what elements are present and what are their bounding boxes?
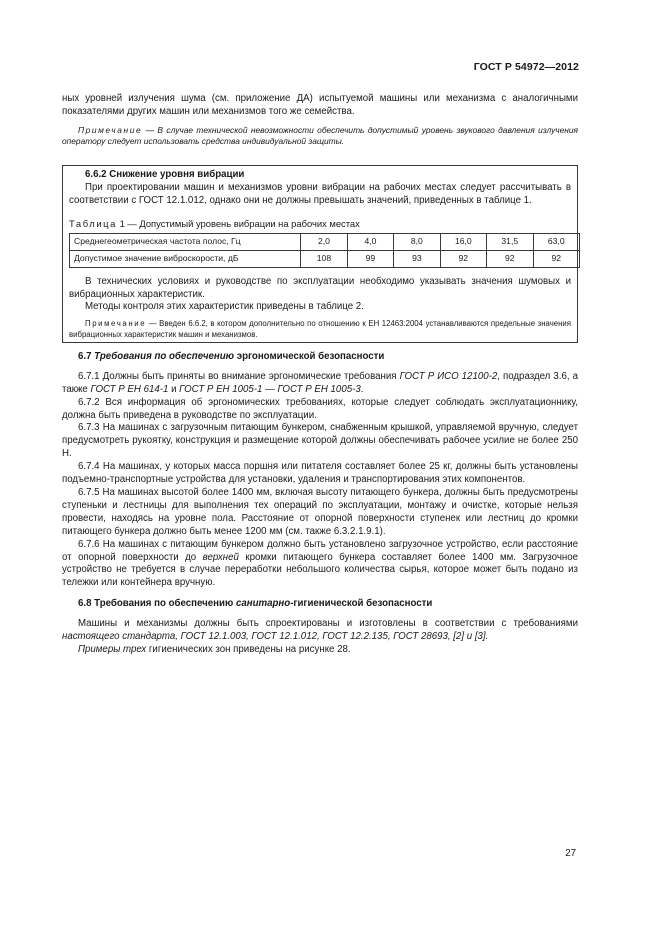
title-part: Требования по обеспечению bbox=[94, 350, 235, 362]
table-cell: 8,0 bbox=[394, 233, 440, 250]
table-label: Таблица bbox=[69, 217, 117, 229]
paragraph-6-7-5: 6.7.5 На машинах высотой более 1400 мм, включая высоту питающего бункера, должны быть предусмотрены ступеньки и лестницы для выполнения тех операций по эксплуатации, монтажу и очистке, которые нельзя провести, находясь на уровне пола. Расстояние от опорной поверхности ступенек или лестниц до кромки питающего бункера должно быть менее 1200 мм (см. также 6.3.2.1.9.1). bbox=[62, 487, 578, 537]
table-caption bbox=[69, 218, 571, 231]
table-cell: Допустимое значение виброскорости, дБ bbox=[70, 250, 301, 267]
table-cell: 31,5 bbox=[487, 233, 533, 250]
section-6-6-2-box bbox=[62, 165, 578, 343]
paragraph: В технических условиях и руководстве по эксплуатации необходимо указывать значения шумовых и вибрационных характеристик. bbox=[69, 275, 571, 300]
table-cell: 108 bbox=[301, 250, 347, 267]
text-part: ГОСТ Р ЕН 614-1 bbox=[90, 383, 169, 395]
text-part: 6.7.6 На машинах с питающим бункером должно быть установлено загрузочное устройство, если расстояние от опорной поверхности до bbox=[62, 538, 578, 563]
text-part: Машины и механизмы должны быть спроектированы и изготовлены в соответствии с требованиями bbox=[78, 618, 578, 630]
paragraph-6-8-2 bbox=[62, 644, 578, 657]
title-part: эргономической безопасности bbox=[234, 350, 385, 362]
table-cell: 92 bbox=[440, 250, 486, 267]
text-part: кромки питающего бункера составляет более 1400 мм. Загрузочное устройство не требуется в случае переработки небольшого количества сырья, которое может быть подано из тележки или контейнера вручную. bbox=[62, 551, 578, 589]
text-part: 6.7.1 Должны быть приняты во внимание эргономические требования bbox=[78, 370, 400, 382]
note-text: — Введен 6.6.2, в котором дополнительно по отношению к ЕН 12463:2004 устанавливаются предельные значения вибрационных характеристик машин и механизмов. bbox=[69, 319, 571, 339]
table-cell: Среднегеометрическая частота полос, Гц bbox=[70, 233, 301, 250]
table-cell: 93 bbox=[394, 250, 440, 267]
text-part: и bbox=[168, 383, 180, 395]
text-part: , подраздел 3.6, а также bbox=[62, 370, 578, 395]
page-content bbox=[62, 93, 578, 657]
table-cell: 99 bbox=[347, 250, 393, 267]
page-number: 27 bbox=[565, 848, 576, 859]
table-row bbox=[70, 233, 580, 250]
vibration-table bbox=[69, 233, 580, 268]
section-note bbox=[69, 319, 571, 340]
title-part: санитарно bbox=[235, 598, 291, 610]
text-part: ГОСТ Р ИСО 12100-2 bbox=[399, 370, 498, 382]
note-label: Примечание bbox=[85, 319, 147, 329]
paragraph-6-8-1 bbox=[62, 618, 578, 644]
section-6-8-title bbox=[78, 598, 578, 611]
table-cell: 63,0 bbox=[533, 233, 580, 250]
paragraph-6-7-1 bbox=[62, 371, 578, 397]
table-cell: 2,0 bbox=[301, 233, 347, 250]
intro-note bbox=[62, 125, 578, 148]
paragraph: При проектировании машин и механизмов уровни вибрации на рабочих местах следует рассчитывать в соответствии с ГОСТ 12.1.012, однако они не должны превышать значений, приведенных в таблице 1. bbox=[69, 181, 571, 206]
table-caption-text: 1 — Допустимый уровень вибрации на рабочих местах bbox=[116, 217, 360, 229]
table-cell: 16,0 bbox=[440, 233, 486, 250]
text-part: ГОСТ Р ЕН 1005-1 — ГОСТ Р ЕН 1005-3 bbox=[179, 383, 361, 395]
table-cell: 92 bbox=[487, 250, 533, 267]
table-row bbox=[70, 250, 580, 267]
note-label: Примечание bbox=[78, 124, 143, 135]
text-part: . bbox=[360, 383, 364, 395]
section-title: 6.6.2 Снижение уровня вибрации bbox=[85, 169, 245, 180]
paragraph: Методы контроля этих характеристик приведены в таблице 2. bbox=[85, 301, 364, 313]
paragraph-6-7-4: 6.7.4 На машинах, у которых масса поршня или питателя составляет более 25 кг, должны быть установлены подъемно-транспортные устройства для установки, удаления и транспортирования этих компонентов. bbox=[62, 461, 578, 486]
title-part: 6.7 bbox=[78, 350, 95, 362]
intro-paragraph: ных уровней излучения шума (см. приложение ДА) испытуемой машины или механизма с аналогичными показателями других машин или механизмов того же семейства. bbox=[62, 93, 578, 117]
paragraph-6-7-6 bbox=[62, 539, 578, 591]
text-part: верхней bbox=[202, 551, 239, 563]
paragraph-6-7-2: 6.7.2 Вся информация об эргономических требованиях, которые следует соблюдать эксплуатационнику, должна быть приведена в руководстве по эксплуатации. bbox=[62, 396, 578, 421]
title-part: 6.8 Требования по обеспечению bbox=[78, 598, 236, 610]
section-6-7-title bbox=[78, 351, 578, 364]
paragraph-6-7-3: 6.7.3 На машинах с загрузочным питающим бункером, снабженным крышкой, управляемой вручную, следует предусмотреть рукоятку, конструкция и размещение которой должны обеспечивать рабочее усилие не более 250 Н. bbox=[62, 422, 578, 460]
text-part: гигиенических зон приведены на рисунке 28. bbox=[146, 643, 351, 655]
note-text: — В случае технической невозможности обеспечить допустимый уровень звукового давления излучения оператору следует использовать средства индивидуальной защиты. bbox=[62, 124, 578, 147]
title-part: -гигиенической безопасности bbox=[290, 598, 433, 610]
table-cell: 92 bbox=[533, 250, 580, 267]
text-part: настоящего стандарта, ГОСТ 12.1.003, ГОСТ 12.1.012, ГОСТ 12.2.135, ГОСТ 28693, [2] и [3]. bbox=[62, 631, 489, 643]
table-cell: 4,0 bbox=[347, 233, 393, 250]
document-code-header: ГОСТ Р 54972—2012 bbox=[473, 61, 579, 73]
text-part: Примеры трех bbox=[78, 643, 147, 655]
